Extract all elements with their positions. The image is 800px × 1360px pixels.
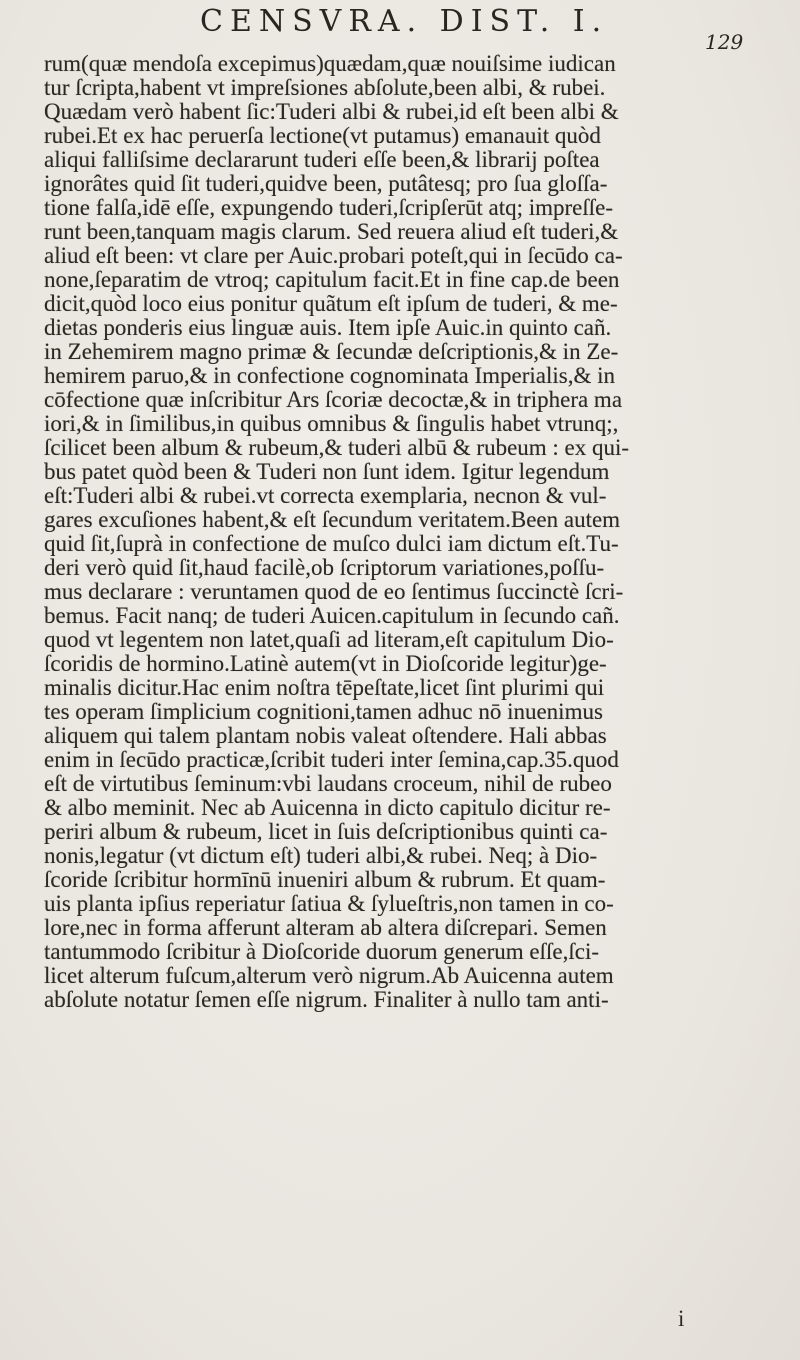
text-line: aliquem qui talem plantam nobis valeat oſtendere. Hali abbas	[44, 724, 607, 748]
text-line: enim in ſecūdo practicæ,ſcribit tuderi inter ſemina,cap.35.quod	[44, 748, 619, 772]
text-line: rum(quæ mendoſa excepimus)quædam,quæ nouiſsime iudican	[44, 52, 616, 76]
catchword: i	[678, 1306, 685, 1331]
text-line: periri album & rubeum, licet in ſuis deſcriptionibus quinti ca-	[44, 820, 608, 844]
text-line: none,ſeparatim de vtroq; capitulum facit.Et in fine cap.de been	[44, 268, 620, 292]
text-line: tantummodo ſcribitur à Dioſcoride duorum generum eſſe,ſci-	[44, 940, 600, 964]
text-line: dietas ponderis eius linguæ auis. Item ipſe Auic.in quinto cañ.	[44, 316, 612, 340]
text-line: deri verò quid ſit,haud facilè,ob ſcriptorum variationes,poſſu-	[44, 556, 605, 580]
text-line: nonis,legatur (vt dictum eſt) tuderi albi,& rubei. Neq; à Dio-	[44, 844, 598, 868]
text-line: & albo meminit. Nec ab Auicenna in dicto capitulo dicitur re-	[44, 796, 611, 820]
text-line: runt been,tanquam magis clarum. Sed reuera aliud eſt tuderi,&	[44, 220, 619, 244]
text-line: rubei.Et ex hac peruerſa lectione(vt putamus) emanauit quòd	[44, 124, 601, 148]
text-line: minalis dicitur.Hac enim noſtra tēpeſtate,licet ſint plurimi qui	[44, 676, 605, 700]
text-line: aliqui falliſsime declararunt tuderi eſſe been,& librarij poſtea	[44, 148, 600, 172]
text-line: bemus. Facit nanq; de tuderi Auicen.capitulum in ſecundo cañ.	[44, 604, 620, 628]
text-line: lore,nec in forma afferunt alteram ab altera diſcrepari. Semen	[44, 916, 607, 940]
text-line: bus patet quòd been & Tuderi non ſunt idem. Igitur legendum	[44, 460, 610, 484]
text-line: gares excuſiones habent,& eſt ſecundum veritatem.Been autem	[44, 508, 621, 532]
text-line: quod vt legentem non latet,quaſi ad literam,eſt capitulum Dio-	[44, 628, 614, 652]
text-line: dicit,quòd loco eius ponitur quãtum eſt ipſum de tuderi, & me-	[44, 292, 618, 316]
text-line: iori,& in ſimilibus,in quibus omnibus & ſingulis habet vtrunq;,	[44, 412, 619, 436]
text-line: eſt de virtutibus ſeminum:vbi laudans croceum, nihil de rubeo	[44, 772, 612, 796]
text-line: uis planta ipſius reperiatur ſatiua & ſylueſtris,non tamen in co-	[44, 892, 614, 916]
running-head: CENSVRA. DIST. I.	[200, 4, 609, 39]
text-line: ſcilicet been album & rubeum,& tuderi albū & rubeum : ex qui-	[44, 436, 630, 460]
text-line: tur ſcripta,habent vt impreſsiones abſolute,been albi, & rubei.	[44, 76, 606, 100]
text-line: tes operam ſimplicium cognitioni,tamen adhuc nō inuenimus	[44, 700, 603, 724]
text-line: licet alterum fuſcum,alterum verò nigrum.Ab Auicenna autem	[44, 964, 614, 988]
body-text	[44, 52, 760, 1012]
text-line: cōfectione quæ inſcribitur Ars ſcoriæ decoctæ,& in triphera ma	[44, 388, 623, 412]
text-line: eſt:Tuderi albi & rubei.vt correcta exemplaria, necnon & vul-	[44, 484, 607, 508]
text-line: ſcoridis de hormino.Latinè autem(vt in Dioſcoride legitur)ge-	[44, 652, 607, 676]
text-line: ſcoride ſcribitur hormīnū inueniri album & rubrum. Et quam-	[44, 868, 606, 892]
text-line: quid ſit,ſuprà in confectione de muſco dulci iam dictum eſt.Tu-	[44, 532, 619, 556]
text-line: mus declarare : veruntamen quod de eo ſentimus ſuccinctè ſcri-	[44, 580, 624, 604]
text-line: hemirem paruo,& in confectione cognominata Imperialis,& in	[44, 364, 615, 388]
text-line: abſolute notatur ſemen eſſe nigrum. Finaliter à nullo tam anti-	[44, 988, 609, 1012]
text-line: tione falſa,idē eſſe, expungendo tuderi,ſcripſerūt atq; impreſſe-	[44, 196, 614, 220]
text-line: Quædam verò habent ſic:Tuderi albi & rubei,id eſt been albi &	[44, 100, 619, 124]
text-line: in Zehemirem magno primæ & ſecundæ deſcriptionis,& in Ze-	[44, 340, 619, 364]
text-line: aliud eſt been: vt clare per Auic.probari poteſt,qui in ſecūdo ca-	[44, 244, 623, 268]
page-number: 129	[705, 30, 744, 54]
text-line: ignorâtes quid ſit tuderi,quidve been, putâtesq; pro ſua gloſſa-	[44, 172, 608, 196]
